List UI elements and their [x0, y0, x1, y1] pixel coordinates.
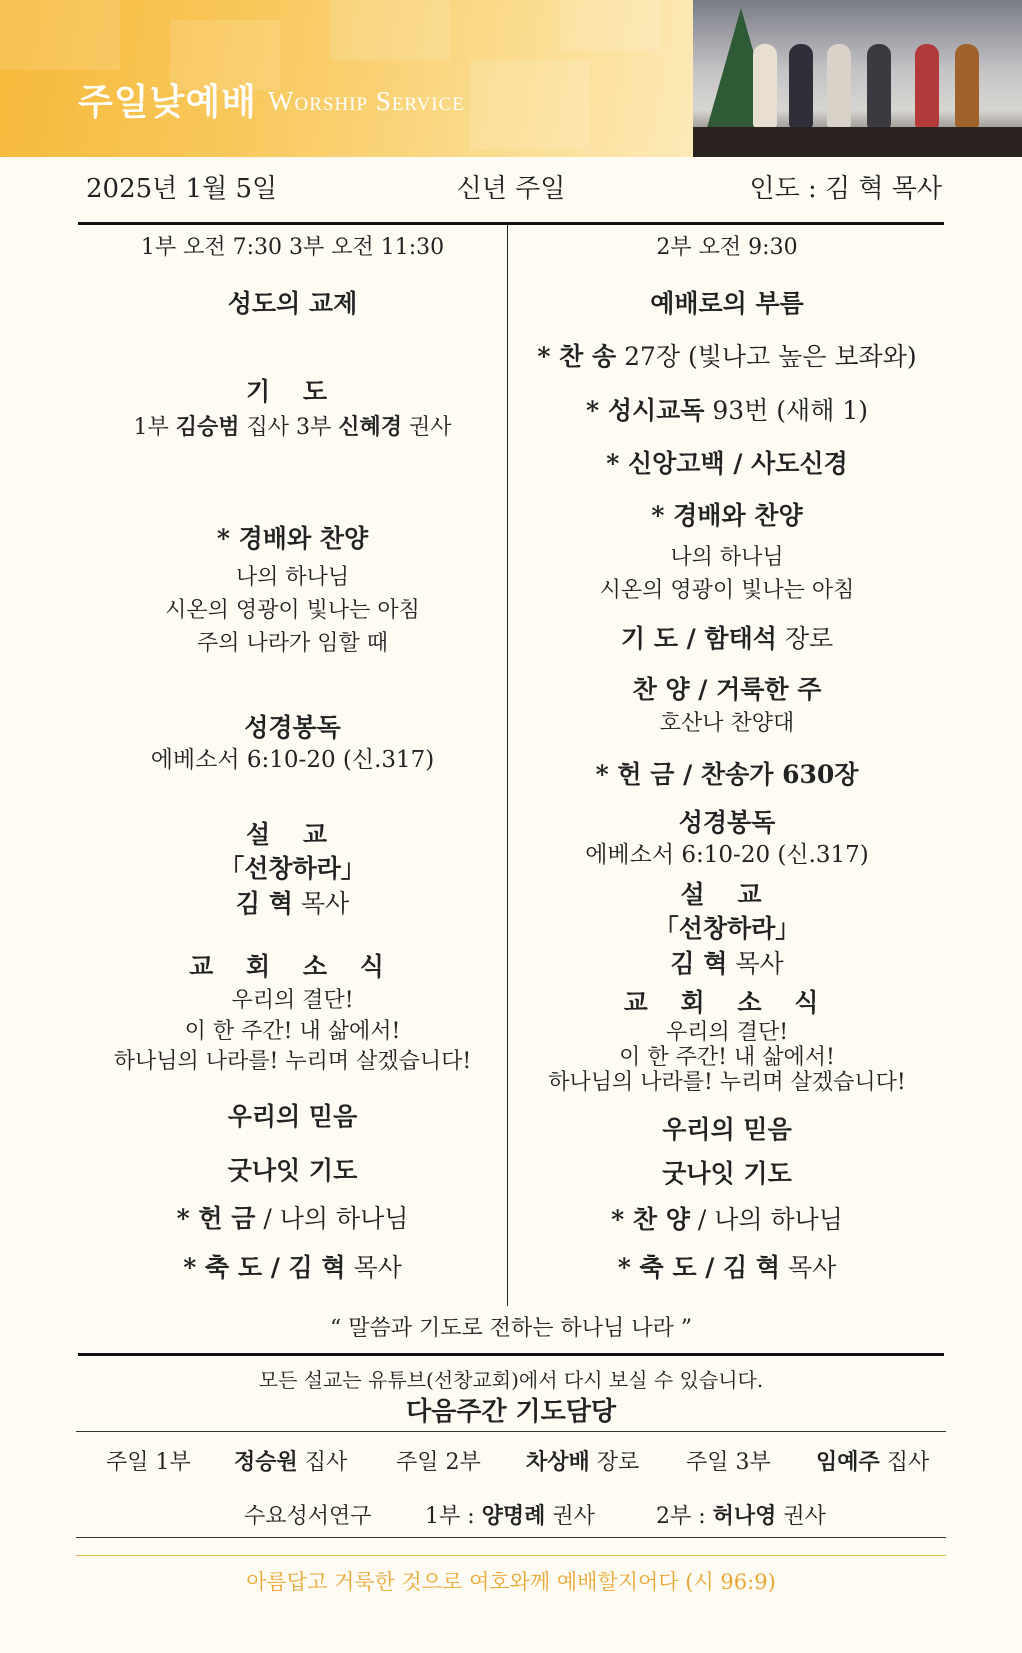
wed-study-label: 수요성서연구: [244, 1504, 372, 1529]
left-news-line: 이 한 주간! 내 삶에서!: [184, 1019, 401, 1044]
next-week-s2: 차상배 장로: [526, 1449, 640, 1475]
left-worship-song: 시온의 영광이 빛나는 아침: [165, 598, 420, 623]
right-offering: * 헌 금 / 찬송가 630장: [595, 760, 859, 789]
right-prayer: 기 도 / 함태석 장로: [620, 624, 834, 653]
left-prayer-1-name: 김승범: [175, 414, 240, 440]
verse-divider: [76, 1555, 946, 1556]
right-worship-title: * 경배와 찬양: [651, 501, 803, 530]
closing-verse: 아름답고 거룩한 것으로 여호와께 예배할지어다 (시 96:9): [246, 1570, 776, 1594]
right-faith: 우리의 믿음: [662, 1115, 792, 1144]
right-news-line: 우리의 결단!: [665, 1020, 789, 1045]
right-blessing: * 축 도 / 김 혁 목사: [617, 1253, 837, 1282]
right-call-to-worship: 예배로의 부름: [650, 289, 804, 318]
banner-subtitle: Worship Service: [268, 86, 465, 116]
next-week-s3: 임예주 집사: [816, 1449, 930, 1475]
right-worship-song: 나의 하나님: [670, 545, 784, 570]
left-offering: * 헌 금 / 나의 하나님: [176, 1204, 409, 1233]
right-sermon-name: 「선창하라」: [653, 914, 801, 943]
left-fellowship: 성도의 교제: [227, 289, 358, 318]
next-week-s3-label: 주일 3부: [686, 1450, 771, 1475]
left-faith: 우리의 믿음: [227, 1102, 358, 1131]
left-news-line: 우리의 결단!: [231, 988, 354, 1013]
right-praise: 찬 양 / 거룩한 주: [632, 675, 822, 704]
right-sermon-pastor: 김 혁 목사: [670, 949, 784, 978]
next-week-s1-label: 주일 1부: [106, 1450, 191, 1475]
left-news-line: 하나님의 나라를! 누리며 살겠습니다!: [113, 1049, 472, 1074]
right-order-of-service: [508, 0, 946, 1306]
service-theme: 신년 주일: [456, 174, 566, 204]
next-week-divider-bottom: [76, 1537, 946, 1538]
left-prayer-3-name: 신혜경: [338, 414, 403, 440]
left-worship-title: * 경배와 찬양: [216, 524, 369, 553]
left-reading-title: 성경봉독: [244, 713, 341, 742]
right-reading-text: 에베소서 6:10-20 (신.317): [585, 842, 869, 868]
right-time: 2부 오전 9:30: [656, 235, 798, 260]
left-prayer-title: 기 도: [245, 377, 339, 406]
next-week-title: 다음주간 기도담당: [406, 1397, 616, 1427]
left-blessing: * 축 도 / 김 혁 목사: [183, 1253, 402, 1282]
next-week-divider-top: [76, 1431, 946, 1432]
left-goodnight-prayer: 굿나잇 기도: [227, 1156, 358, 1185]
banner-title: 주일낮예배: [78, 82, 257, 123]
left-worship-song: 나의 하나님: [235, 565, 350, 590]
next-week-s2-label: 주일 2부: [396, 1450, 481, 1475]
left-reading-text: 에베소서 6:10-20 (신.317): [150, 747, 435, 773]
right-praise-2: * 찬 양 / 나의 하나님: [611, 1205, 843, 1234]
right-hymn: * 찬 송 27장 (빛나고 높은 보좌와): [537, 342, 917, 371]
right-goodnight-prayer: 굿나잇 기도: [662, 1159, 792, 1188]
motto: “ 말씀과 기도로 전하는 하나님 나라 ”: [330, 1316, 692, 1341]
left-prayer-leaders: 1부 김승범 집사 3부 신혜경 권사: [133, 414, 452, 440]
right-worship-song: 시온의 영광이 빛나는 아침: [599, 578, 855, 603]
right-praise-choir: 호산나 찬양대: [659, 711, 795, 736]
service-leader: 인도 : 김 혁 목사: [749, 174, 942, 204]
left-sermon-title: 설 교: [245, 820, 339, 849]
left-time: 1부 오전 7:30 3부 오전 11:30: [140, 235, 445, 260]
right-reading-title: 성경봉독: [678, 808, 776, 837]
youtube-note: 모든 설교는 유튜브(선창교회)에서 다시 보실 수 있습니다.: [258, 1368, 764, 1392]
left-news-title: 교 회 소 식: [189, 952, 396, 981]
right-news-line: 하나님의 나라를! 누리며 살겠습니다!: [548, 1070, 906, 1095]
right-sermon-title: 설 교: [680, 880, 774, 909]
next-week-s1: 정승원 집사: [234, 1449, 348, 1475]
wed-study-2: 2부 : 허나영 권사: [656, 1503, 826, 1529]
right-creed: * 신앙고백 / 사도신경: [606, 449, 848, 478]
right-responsive-reading: * 성시교독 93번 (새해 1): [586, 396, 868, 425]
left-order-of-service: [78, 0, 507, 1306]
left-worship-song: 주의 나라가 임할 때: [197, 631, 388, 656]
service-date: 2025년 1월 5일: [86, 174, 278, 204]
right-news-line: 이 한 주간! 내 삶에서!: [619, 1045, 835, 1070]
footer-divider: [78, 1353, 944, 1356]
wed-study-1: 1부 : 양명례 권사: [425, 1503, 595, 1529]
right-news-title: 교 회 소 식: [623, 988, 831, 1017]
left-sermon-pastor: 김 혁 목사: [235, 889, 350, 918]
left-sermon-name: 「선창하라」: [219, 854, 366, 883]
